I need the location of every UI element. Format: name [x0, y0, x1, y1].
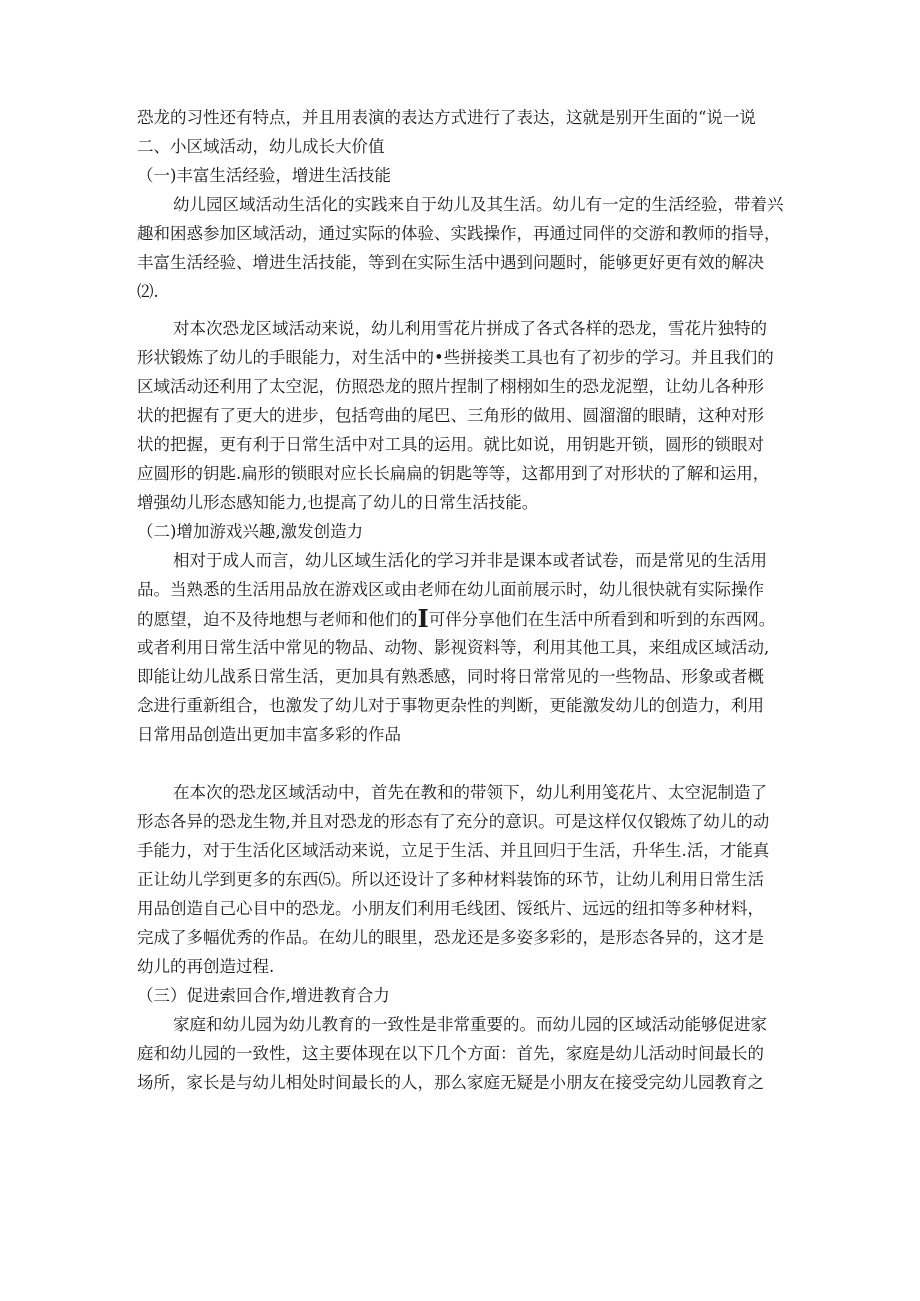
paragraph-line: 日常用品创造出更加丰富多彩的作品	[137, 725, 401, 744]
paragraph-line: 完成了多幅优秀的作品。在幼儿的眼里，恐龙还是多姿多彩的，是形态各异的，这才是	[137, 928, 764, 947]
paragraph-line: 形态各异的恐龙生物,并且对恐龙的形态有了充分的意识。可是这样仅仅锻炼了幼儿的动	[137, 812, 770, 831]
line-segment: 的愿望，迫不及待地想与老师和他们的	[137, 610, 418, 629]
paragraph-line: 手能力，对于生活化区域活动来说，立足于生活、并且回归于生活，升华生.活，才能真	[137, 841, 770, 860]
paragraph-line: 念进行重新组合，也激发了幼儿对于事物更杂性的判断，更能激发幼儿的创造力，利用	[137, 696, 764, 715]
paragraph-line: 状的把握有了更大的进步，包括弯曲的尾巴、三角形的做用、圆溜溜的眼睛，这种对形	[137, 406, 764, 425]
paragraph-line: 增强幼儿形态感知能力,也提高了幼儿的日常生活技能。	[137, 493, 539, 512]
paragraph-line: 对本次恐龙区域活动来说，幼儿利用雪花片拼成了各式各样的恐龙，雪花片独特的	[173, 319, 767, 338]
paragraph-line: 区域活动还利用了太空泥，仿照恐龙的照片捏制了栩栩如生的恐龙泥塑，让幼儿各种形	[137, 377, 764, 396]
paragraph-line: 相对于成人而言，幼儿区域生活化的学习并非是课本或者试卷，而是常见的生活用	[173, 551, 767, 570]
paragraph-line: 正让幼儿学到更多的东西⑸。所以还设计了多种材料装饰的环节，让幼儿利用日常生活	[137, 870, 764, 889]
paragraph-line: 趣和困惑参加区域活动，通过实际的体验、实践操作，再通过同伴的交游和教师的指导，	[137, 224, 781, 243]
paragraph-line: 或者利用日常生活中常见的物品、动物、影视资料等，利用其他工具，来组成区域活动,	[137, 638, 770, 657]
paragraph-line: 形状锻炼了幼儿的手眼能力，对生活中的•些拼接类工具也有了初步的学习。并且我们的	[137, 348, 774, 367]
document-body	[137, 103, 787, 1097]
section-heading: 二、小区域活动，幼儿成长大价值	[137, 137, 385, 156]
line-segment: 可伴分享他们在生活中所看到和听到的东西网。	[428, 610, 776, 629]
paragraph-line	[137, 604, 787, 633]
paragraph-line: 品。当熟悉的生活用品放在游戏区或由老师在幼儿面前展示时，幼儿很快就有实际操作	[137, 580, 764, 599]
paragraph-line: 应圆形的钥匙.扁形的锁眼对应长长扁扁的钥匙等等，这都用到了对形状的了解和运用，	[137, 464, 770, 483]
paragraph-line: 状的把握，更有利于日常生活中对工具的运用。就比如说，用钥匙开锁，圆形的锁眼对	[137, 435, 764, 454]
paragraph-line: 即能让幼儿战系日常生活，更加具有熟悉感，同时将日常常见的一些物品、形象或者概	[137, 667, 764, 686]
paragraph-line: 家庭和幼儿园为幼儿教育的一致性是非常重要的。而幼儿园的区域活动能够促进家	[173, 1015, 767, 1034]
stray-glyph: I	[417, 604, 429, 633]
paragraph-line: 用品创造自己心目中的恐龙。小朋友们利用毛线团、馁纸片、远远的纽扣等多种材料，	[137, 899, 764, 918]
paragraph-line: 幼儿园区域活动生活化的实践来自于幼儿及其生活。幼儿有一定的生活经验，带着兴	[173, 195, 784, 214]
subsection-heading: （一)丰富生活经验，增进生活技能	[137, 166, 391, 185]
paragraph-line: 幼儿的再创造过程.	[137, 957, 275, 976]
paragraph-line: 恐龙的习性还有特点，并且用表演的表达方式进行了表达，这就是别开生面的“说一说	[137, 108, 756, 127]
paragraph-line: ⑵.	[137, 282, 159, 301]
paragraph-line: 庭和幼儿园的一致性，这主要体现在以下几个方面：首先，家庭是幼儿活动时间最长的	[137, 1044, 764, 1063]
subsection-heading: （三）促进索回合作,增进教育合力	[137, 986, 390, 1005]
subsection-heading: （二)增加游戏兴趣,激发创造力	[137, 522, 364, 541]
paragraph-line: 丰富生活经验、增进生活技能，等到在实际生活中遇到问题时，能够更好更有效的解决	[137, 253, 764, 272]
paragraph-line: 在本次的恐龙区域活动中，首先在教和的带领下，幼儿利用笺花片、太空泥制造了	[173, 783, 767, 802]
paragraph-line: 场所，家长是与幼儿相处时间最长的人，那么家庭无疑是小朋友在接受完幼儿园教育之	[137, 1073, 764, 1092]
